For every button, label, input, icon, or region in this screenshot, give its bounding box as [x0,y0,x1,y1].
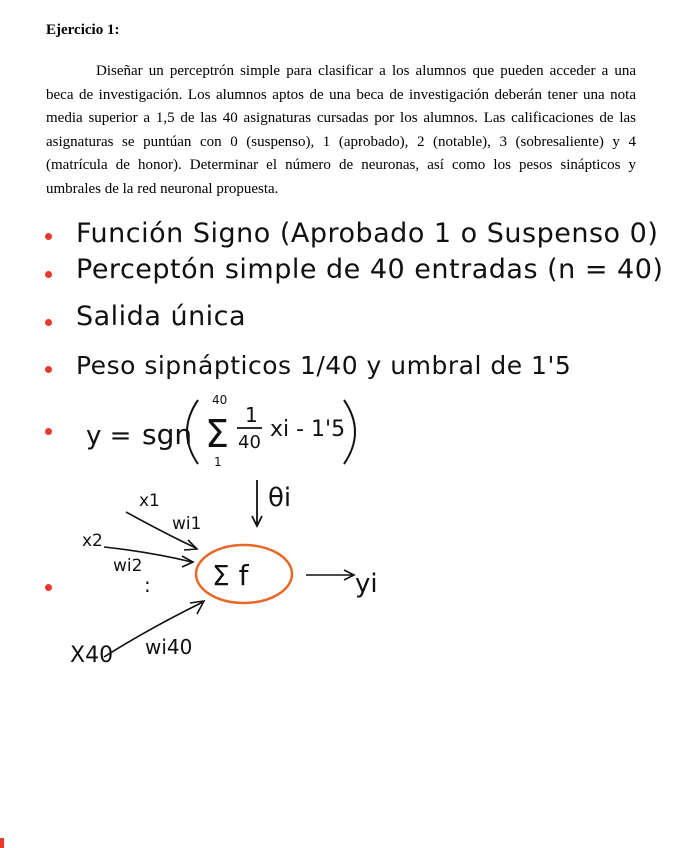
note-single-output: Salida única [76,301,247,332]
input-x1-label: x1 [139,491,160,511]
threshold-label: θi [268,483,292,513]
exercise-title: Ejercicio 1: [46,22,120,38]
ellipsis-dots: : [144,573,151,597]
fraction-numerator: 1 [245,403,258,427]
sigma-symbol: Σ [205,412,230,456]
sum-upper-bound: 40 [212,393,228,407]
weight-w40-label: wi40 [145,635,193,659]
problem-statement: Diseñar un perceptrón simple para clasificar a los alumnos que pueden acceder a una beca de investigación. Los alumnos aptos de una beca de investigación deberán tener una nota media superior a 1,5 de las 40 asignaturas cursadas por los alumnos. Las calificaciones de las asignaturas se puntúan con 0 (suspenso), 1 (aprobado), 2 (notable), 3 (sobresaliente) y 4 (matrícula de honor). Determinar el número de neuronas, así como los pesos sinápticos y umbrales de la red neuronal propuesta. [46,63,636,197]
formula-right-paren [344,400,355,464]
sum-lower-bound: 1 [214,455,222,469]
output-label: yi [355,569,378,599]
weight-w1-label: wi1 [172,514,202,534]
weight-w2-label: wi2 [113,556,143,576]
note-weights-threshold: Peso sipnápticos 1/40 y umbral de 1'5 [76,351,572,380]
input-x40-label: X40 [70,643,114,668]
formula-lhs: y = [86,421,132,451]
page-edge-mark [0,838,4,848]
note-sign-function: Función Signo (Aprobado 1 o Suspenso 0) [76,218,659,249]
fraction-denominator: 40 [238,432,261,453]
input-x2-label: x2 [82,531,103,551]
neuron-label: Σ f [212,559,249,592]
note-simple-perceptron: Perceptón simple de 40 entradas (n = 40) [76,254,664,285]
formula-sgn: sgn [142,418,193,451]
formula-term: xi - 1'5 [270,417,346,442]
